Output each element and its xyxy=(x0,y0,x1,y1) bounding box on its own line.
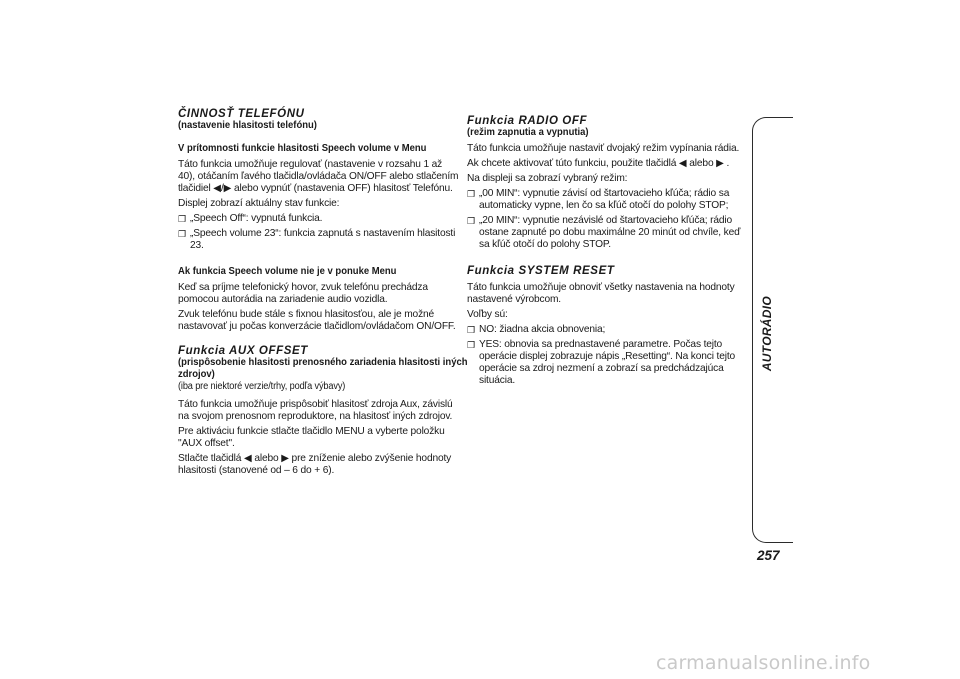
radio-off-subheading: (režim zapnutia a vypnutia) xyxy=(467,127,589,138)
left-column xyxy=(178,108,468,480)
telephone-subheading: (nastavenie hlasitosti telefónu) xyxy=(178,120,317,131)
aux-offset-heading: Funkcia AUX OFFSET xyxy=(178,345,308,357)
paragraph: Táto funkcia umožňuje prispôsobiť hlasitosť zdroja Aux, závislú na svojom prenosnom reproduktore, na hlasitosť iných zdrojov. xyxy=(178,399,453,422)
system-reset-heading: Funkcia SYSTEM RESET xyxy=(467,265,615,277)
checkbox-bullet-icon: ❒ xyxy=(467,216,475,226)
aux-offset-subheading: (prispôsobenie hlasitosti prenosného zariadenia hlasitosti iných zdrojov) xyxy=(178,357,468,380)
checkbox-bullet-icon: ❒ xyxy=(467,340,475,350)
paragraph: Táto funkcia umožňuje regulovať (nastavenie v rozsahu 1 až 40), otáčaním ľavého tlačidla/ovládača ON/OFF alebo stlačením tlačidiel ◀/▶ alebo vypnúť (nastavenia OFF) hlasitosť Telefónu. xyxy=(178,159,459,194)
list-item: ❒ YES: obnovia sa prednastavené parametre. Počas tejto operácie displej zobrazuje nápis „Resetting“. Na konci tejto operácie sa zdroj nezmení a zobrazí sa predchádzajúca situácia. xyxy=(467,339,736,386)
paragraph: Táto funkcia umožňuje obnoviť všetky nastavenia na hodnoty nastavené výrobcom. xyxy=(467,282,735,305)
list-item: ❒ „Speech volume 23“: funkcia zapnutá s nastavením hlasitosti 23. xyxy=(178,228,456,251)
list-item: ❒ „00 MIN“: vypnutie závisí od štartovacieho kľúča; rádio sa automaticky vypne, len čo sa kľúč otočí do polohy STOP; xyxy=(467,188,730,211)
checkbox-bullet-icon: ❒ xyxy=(178,214,186,224)
checkbox-bullet-icon: ❒ xyxy=(467,325,475,335)
aux-offset-note: (iba pre niektoré verzie/trhy, podľa výbavy) xyxy=(178,381,346,392)
right-column xyxy=(467,115,747,390)
paragraph: Voľby sú: xyxy=(467,309,508,320)
section-no-speech-volume-heading: Ak funkcia Speech volume nie je v ponuke Menu xyxy=(178,266,397,277)
paragraph: Na displeji sa zobrazí vybraný režim: xyxy=(467,173,628,184)
list-item: ❒ „Speech Off“: vypnutá funkcia. xyxy=(178,213,323,224)
checkbox-bullet-icon: ❒ xyxy=(467,189,475,199)
list-item: ❒ „20 MIN“: vypnutie nezávislé od štartovacieho kľúča; rádio ostane zapnuté po dobu maximálne 20 minút od chvíle, keď sa kľúč otočí do polohy STOP. xyxy=(467,215,741,250)
paragraph: Ak chcete aktivovať túto funkciu, použite tlačidlá ◀ alebo ▶ . xyxy=(467,158,730,169)
paragraph: Zvuk telefónu bude stále s fixnou hlasitosťou, ale je možné nastavovať ju počas konverzácie tlačidlom/ovládačom ON/OFF. xyxy=(178,309,456,332)
paragraph: Pre aktiváciu funkcie stlačte tlačidlo MENU a vyberte položku "AUX offset". xyxy=(178,426,445,449)
page-number: 257 xyxy=(757,548,780,563)
paragraph: Displej zobrazí aktuálny stav funkcie: xyxy=(178,198,340,209)
telephone-heading: ČINNOSŤ TELEFÓNU xyxy=(178,108,305,120)
section-speech-volume-heading: V prítomnosti funkcie hlasitosti Speech volume v Menu xyxy=(178,143,427,154)
paragraph: Táto funkcia umožňuje nastaviť dvojaký režim vypínania rádia. xyxy=(467,143,740,154)
paragraph: Stlačte tlačidlá ◀ alebo ▶ pre zníženie alebo zvýšenie hodnoty hlasitosti (stanovené od – 6 do + 6). xyxy=(178,453,452,476)
chapter-label: AUTORÁDIO xyxy=(760,296,774,372)
paragraph: Keď sa príjme telefonický hovor, zvuk telefónu prechádza pomocou autorádia na zariadenie audio vozidla. xyxy=(178,282,428,305)
list-item: ❒ NO: žiadna akcia obnovenia; xyxy=(467,324,606,335)
watermark: carmanualsonline.info xyxy=(656,652,871,674)
radio-off-heading: Funkcia RADIO OFF xyxy=(467,115,588,127)
checkbox-bullet-icon: ❒ xyxy=(178,229,186,239)
